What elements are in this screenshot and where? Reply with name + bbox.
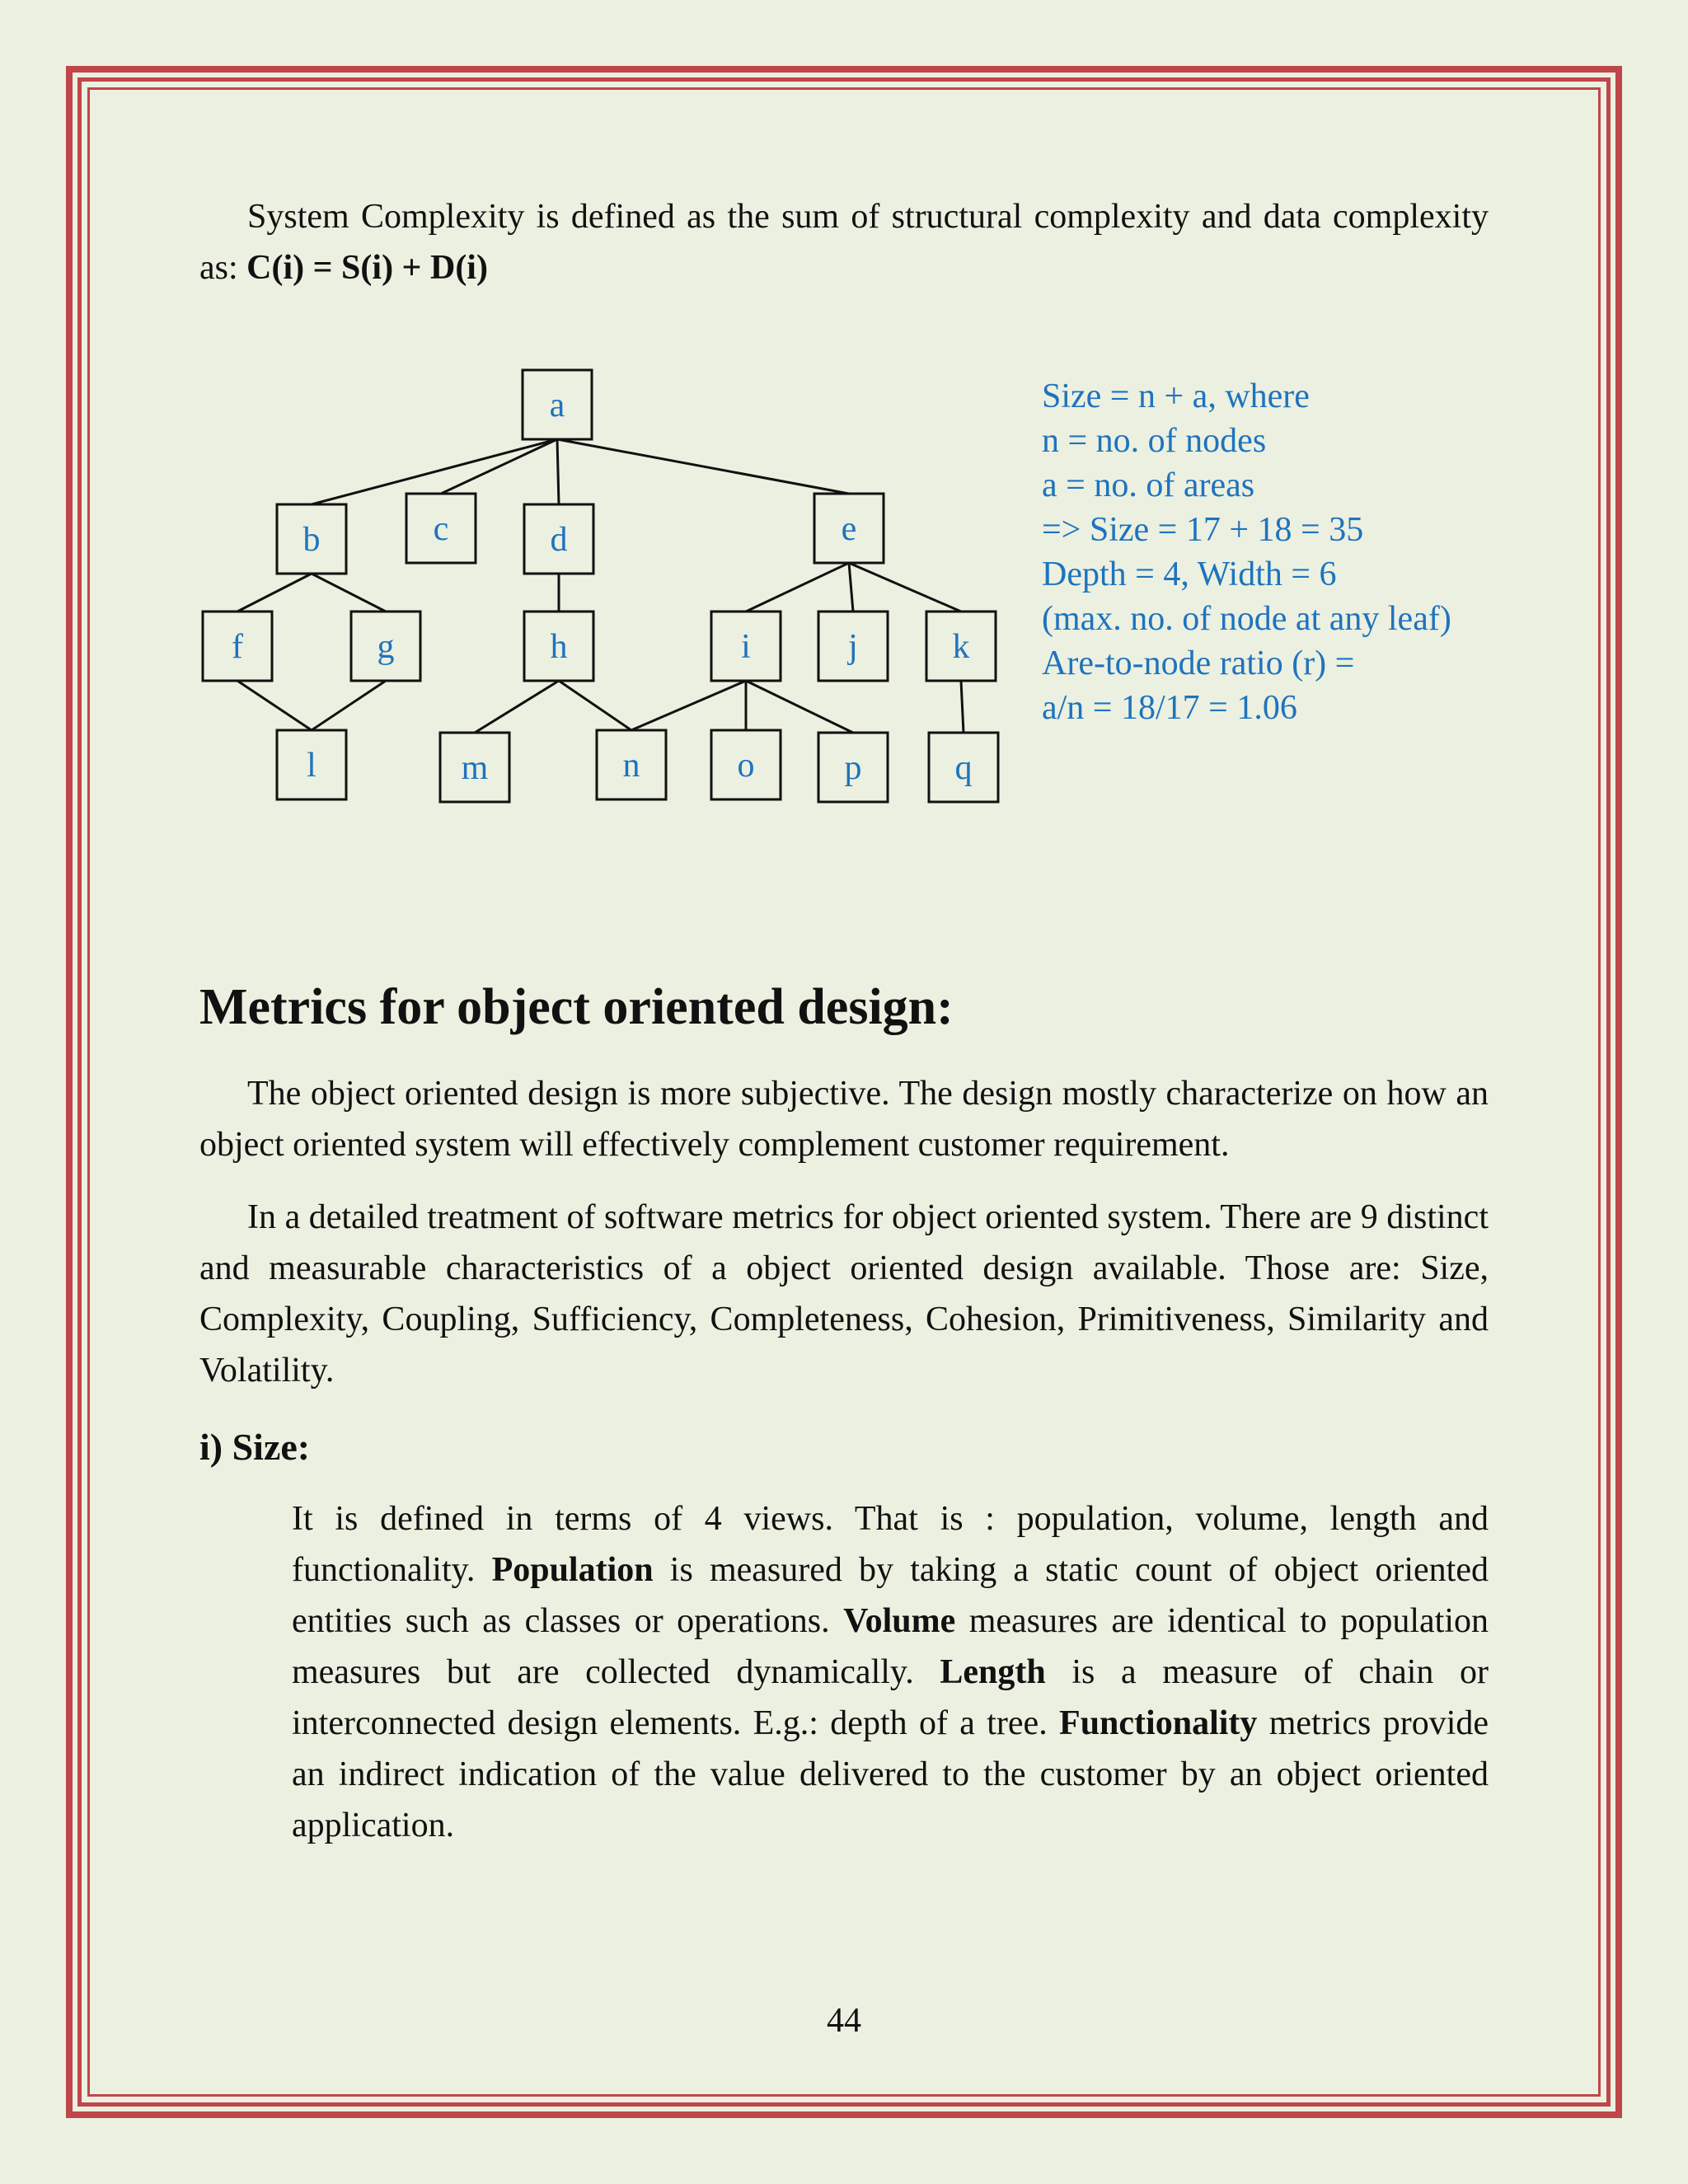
tree-edge-h-n bbox=[559, 681, 631, 730]
tree-node-label-f: f bbox=[232, 628, 243, 666]
note-line: n = no. of nodes bbox=[1042, 422, 1267, 460]
tree-node-label-q: q bbox=[954, 749, 973, 787]
page-content bbox=[199, 191, 1489, 1851]
tree-node-label-g: g bbox=[377, 628, 395, 666]
size-text: is measured by taking a static count of object oriented entities such as classes or operations. bbox=[292, 1551, 1489, 1640]
tree-edge-a-d bbox=[557, 439, 559, 504]
tree-diagram bbox=[188, 333, 1020, 827]
tree-node-label-n: n bbox=[622, 747, 640, 785]
size-heading: i) Size: bbox=[199, 1426, 311, 1468]
tree-node-label-d: d bbox=[550, 521, 568, 559]
note-line: Size = n + a, where bbox=[1042, 377, 1310, 415]
intro-text: System Complexity is defined as the sum of structural complexity and data complexity as: bbox=[199, 198, 1489, 287]
tree-figure bbox=[199, 333, 1489, 976]
tree-edge-h-m bbox=[475, 681, 559, 733]
size-description bbox=[199, 1493, 1489, 1851]
note-line: Are-to-node ratio (r) = bbox=[1042, 644, 1355, 682]
tree-node-label-m: m bbox=[461, 749, 489, 787]
tree-node-label-i: i bbox=[741, 628, 751, 666]
tree-node-label-a: a bbox=[549, 387, 565, 424]
note-line: Depth = 4, Width = 6 bbox=[1042, 555, 1337, 593]
size-paragraph bbox=[292, 1493, 1489, 1851]
term-length: Length bbox=[940, 1653, 1046, 1691]
tree-node-label-o: o bbox=[737, 747, 755, 785]
term-volume: Volume bbox=[843, 1602, 956, 1640]
tree-node-label-b: b bbox=[302, 521, 321, 559]
tree-node-label-e: e bbox=[841, 510, 857, 548]
tree-edge-i-p bbox=[746, 681, 853, 733]
note-line: => Size = 17 + 18 = 35 bbox=[1042, 511, 1364, 549]
oo-design-paragraph: The object oriented design is more subjective. The design mostly characterize on how an object oriented system will effectively complement customer requirement. bbox=[199, 1075, 1489, 1164]
tree-edge-g-l bbox=[312, 681, 386, 730]
characteristics-paragraph: In a detailed treatment of software metrics for object oriented system. There are 9 distinct and measurable characteristics of a object oriented design available. Those are: Size, Complexity, Coupling, Sufficiency, Completeness, Cohesion, Primitiveness, Similarity and Volatility. bbox=[199, 1198, 1489, 1390]
note-line: a = no. of areas bbox=[1042, 466, 1255, 504]
size-text: metrics provide an indirect indication of the value delivered to the customer by an object oriented application. bbox=[292, 1704, 1489, 1844]
page-number: 44 bbox=[827, 2002, 861, 2040]
term-functionality: Functionality bbox=[1059, 1704, 1258, 1742]
tree-edge-f-l bbox=[237, 681, 312, 730]
size-notes bbox=[1042, 374, 1451, 730]
note-line: (max. no. of node at any leaf) bbox=[1042, 600, 1451, 638]
tree-edge-i-n bbox=[631, 681, 746, 730]
tree-node-label-h: h bbox=[550, 628, 568, 666]
tree-edge-e-i bbox=[746, 563, 849, 612]
tree-node-label-j: j bbox=[848, 628, 858, 666]
tree-edge-a-e bbox=[557, 439, 849, 494]
tree-node-label-p: p bbox=[844, 749, 862, 787]
tree-edge-e-k bbox=[849, 563, 961, 612]
section-heading: Metrics for object oriented design: bbox=[199, 979, 954, 1035]
note-line: a/n = 18/17 = 1.06 bbox=[1042, 689, 1297, 727]
tree-edge-b-f bbox=[237, 574, 312, 612]
tree-node-label-k: k bbox=[952, 628, 970, 666]
size-text: It is defined in terms of 4 views. That is : population, volume, length and functionality. bbox=[292, 1500, 1489, 1589]
size-text: measures are identical to population measures but are collected dynamically. bbox=[292, 1602, 1489, 1691]
intro-paragraph bbox=[199, 191, 1489, 293]
tree-edge-b-g bbox=[312, 574, 386, 612]
tree-edge-k-q bbox=[961, 681, 964, 733]
tree-node-label-l: l bbox=[307, 747, 316, 785]
term-population: Population bbox=[491, 1551, 654, 1589]
tree-edge-e-j bbox=[849, 563, 853, 612]
tree-node-label-c: c bbox=[433, 510, 449, 548]
complexity-formula: C(i) = S(i) + D(i) bbox=[246, 249, 488, 287]
size-text: is a measure of chain or interconnected design elements. E.g.: depth of a tree. bbox=[292, 1653, 1489, 1742]
